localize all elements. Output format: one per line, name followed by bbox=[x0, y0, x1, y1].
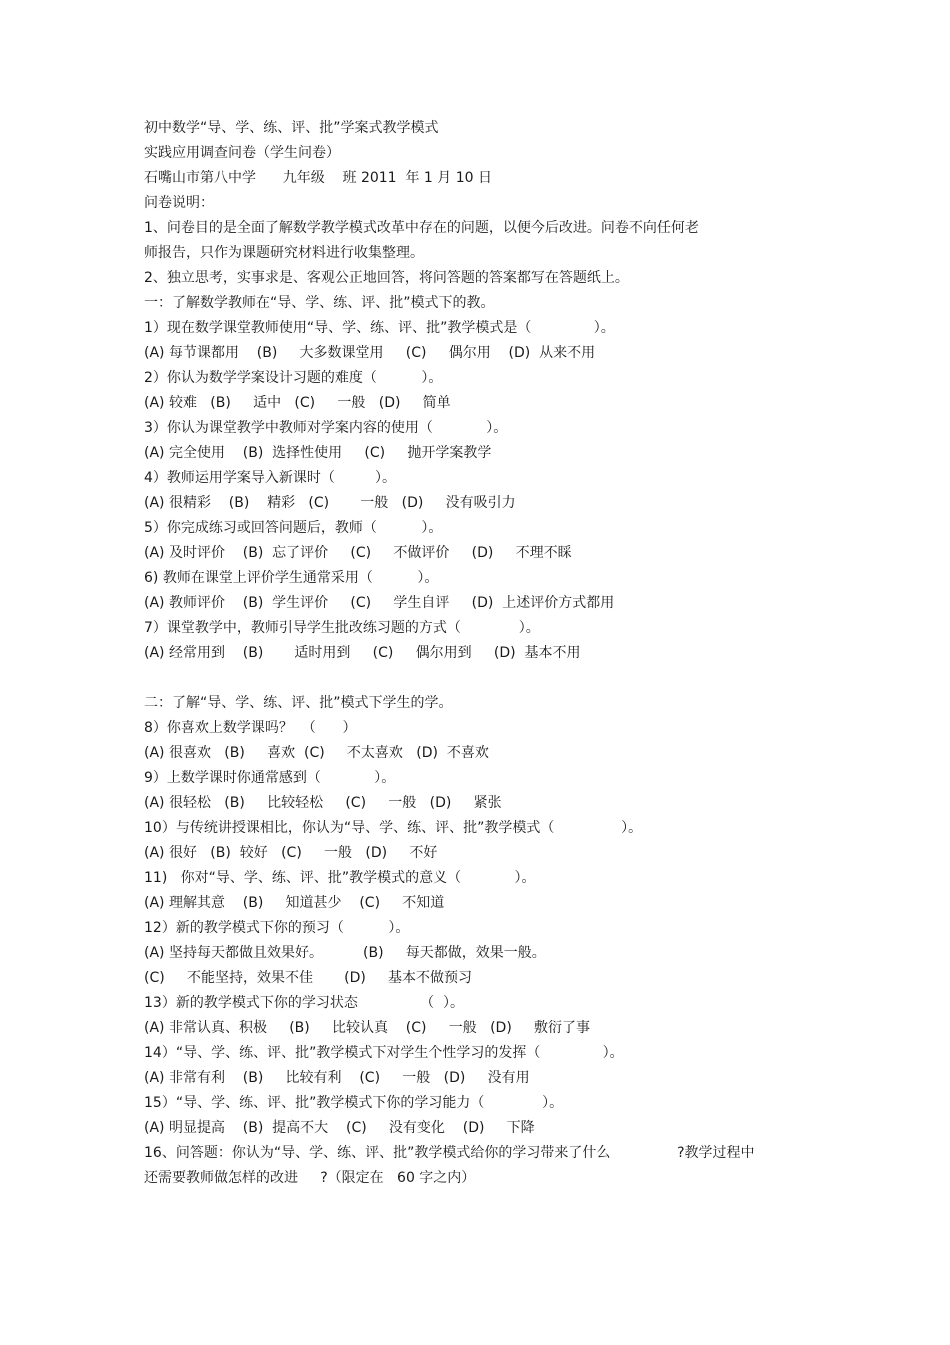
question-16: 16、问答题：你认为“导、学、练、评、批”教学模式给你的学习带来了什么 ?教学过程中 bbox=[144, 1145, 755, 1161]
question-14-options: (A) 非常有利 (B) 比较有利 (C) 一般 (D) 没有用 bbox=[144, 1070, 530, 1086]
question-4-options: (A) 很精彩 (B) 精彩 (C) 一般 (D) 没有吸引力 bbox=[144, 495, 516, 511]
question-5-options: (A) 及时评价 (B) 忘了评价 (C) 不做评价 (D) 不理不睬 bbox=[144, 545, 572, 561]
question-12: 12）新的教学模式下你的预习（ ）。 bbox=[144, 920, 410, 936]
section-spacer bbox=[144, 666, 824, 691]
question-1: 1）现在数学课堂教师使用“导、学、练、评、批”教学模式是（ ）。 bbox=[144, 320, 615, 336]
school-date-line: 石嘴山市第八中学 九年级 班 2011 年 1 月 10 日 bbox=[144, 170, 493, 186]
question-9: 9）上数学课时你通常感到（ ）。 bbox=[144, 770, 396, 786]
instruction-1: 1、问卷目的是全面了解数学教学模式改革中存在的问题，以便今后改进。问卷不向任何老 bbox=[144, 220, 699, 236]
question-9-options: (A) 很轻松 (B) 比较轻松 (C) 一般 (D) 紧张 bbox=[144, 795, 502, 811]
question-13-options: (A) 非常认真、积极 (B) 比较认真 (C) 一般 (D) 敷衍了事 bbox=[144, 1020, 591, 1036]
instruction-1-continued: 师报告，只作为课题研究材料进行收集整理。 bbox=[144, 245, 424, 261]
question-2-options: (A) 较难 (B) 适中 (C) 一般 (D) 简单 bbox=[144, 395, 451, 411]
question-12-options: (A) 坚持每天都做且效果好。 (B) 每天都做，效果一般。 bbox=[144, 945, 546, 961]
question-11-options: (A) 理解其意 (B) 知道甚少 (C) 不知道 bbox=[144, 895, 445, 911]
question-3: 3）你认为课堂教学中教师对学案内容的使用（ ）。 bbox=[144, 420, 508, 436]
question-13: 13）新的教学模式下你的学习状态 （ ）。 bbox=[144, 995, 465, 1011]
document-title: 初中数学“导、学、练、评、批”学案式教学模式 bbox=[144, 120, 439, 136]
section-1-heading: 一：了解数学教师在“导、学、练、评、批”模式下的教。 bbox=[144, 295, 495, 311]
question-3-options: (A) 完全使用 (B) 选择性使用 (C) 抛开学案教学 bbox=[144, 445, 492, 461]
instructions-heading: 问卷说明： bbox=[144, 195, 214, 211]
question-7-options: (A) 经常用到 (B) 适时用到 (C) 偶尔用到 (D) 基本不用 bbox=[144, 645, 581, 661]
question-5: 5）你完成练习或回答问题后，教师（ ）。 bbox=[144, 520, 443, 536]
question-10-options: (A) 很好 (B) 较好 (C) 一般 (D) 不好 bbox=[144, 845, 438, 861]
question-7: 7）课堂教学中，教师引导学生批改练习题的方式（ ）。 bbox=[144, 620, 540, 636]
section-2-heading: 二：了解“导、学、练、评、批”模式下学生的学。 bbox=[144, 695, 453, 711]
question-14: 14）“导、学、练、评、批”教学模式下对学生个性学习的发挥（ ）。 bbox=[144, 1045, 624, 1061]
question-10: 10）与传统讲授课相比，你认为“导、学、练、评、批”教学模式（ ）。 bbox=[144, 820, 643, 836]
question-8-options: (A) 很喜欢 (B) 喜欢 (C) 不太喜欢 (D) 不喜欢 bbox=[144, 745, 489, 761]
question-15-options: (A) 明显提高 (B) 提高不大 (C) 没有变化 (D) 下降 bbox=[144, 1120, 535, 1136]
question-4: 4）教师运用学案导入新课时（ ）。 bbox=[144, 470, 396, 486]
question-2: 2）你认为数学学案设计习题的难度（ ）。 bbox=[144, 370, 443, 386]
question-6: 6) 教师在课堂上评价学生通常采用（ ）。 bbox=[144, 570, 439, 586]
question-6-options: (A) 教师评价 (B) 学生评价 (C) 学生自评 (D) 上述评价方式都用 bbox=[144, 595, 615, 611]
document-subtitle: 实践应用调查问卷（学生问卷） bbox=[144, 145, 340, 161]
question-15: 15）“导、学、练、评、批”教学模式下你的学习能力（ ）。 bbox=[144, 1095, 564, 1111]
question-16-continued: 还需要教师做怎样的改进 ?（限定在 60 字之内） bbox=[144, 1170, 476, 1186]
questionnaire-body bbox=[144, 116, 824, 1191]
question-8: 8）你喜欢上数学课吗？ （ ） bbox=[144, 720, 357, 736]
question-11: 11) 你对“导、学、练、评、批”教学模式的意义（ ）。 bbox=[144, 870, 536, 886]
question-12-options-continued: (C) 不能坚持，效果不佳 (D) 基本不做预习 bbox=[144, 970, 473, 986]
question-1-options: (A) 每节课都用 (B) 大多数课堂用 (C) 偶尔用 (D) 从来不用 bbox=[144, 345, 596, 361]
instruction-2: 2、独立思考，实事求是、客观公正地回答，将问答题的答案都写在答题纸上。 bbox=[144, 270, 629, 286]
